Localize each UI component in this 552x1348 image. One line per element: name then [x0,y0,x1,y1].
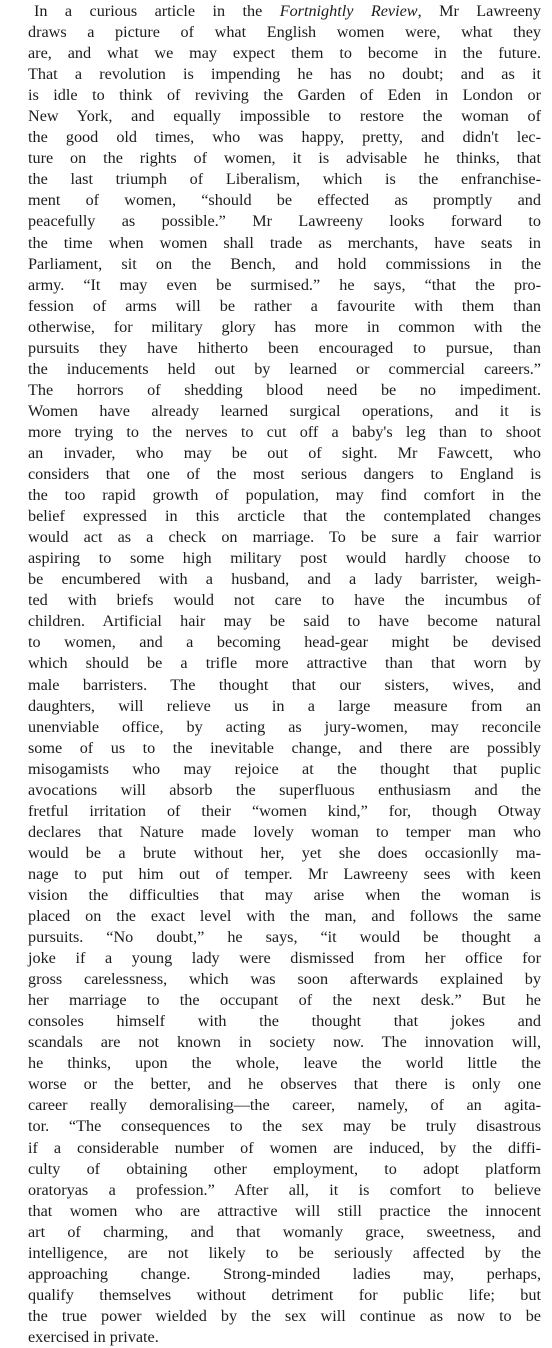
article-line: fession of arms will be rather a favourite with them than [28,296,541,315]
article-line: nage to put him out of temper. Mr Lawreeny sees with keen [28,864,541,883]
article-line: intelligence, are not likely to be seriously affected by the [28,1243,541,1262]
article-line: That a revolution is impending he has no doubt; and as it [28,65,541,84]
article-line: the last triumph of Liberalism, which is the enfranchise- [28,170,541,189]
article-line: are, and what we may expect them to become in the future. [28,44,541,63]
article-line: if a considerable number of women are induced, by the diffi- [28,1138,541,1157]
article-line: which should be a trifle more attractive than that worn by [28,654,541,673]
article-line: misogamists who may rejoice at the thought that puplic [28,759,541,778]
article-line: vision the difficulties that may arise when the woman is [28,885,541,904]
article-line: an invader, who may be out of sight. Mr Fawcett, who [28,443,541,462]
article-line: to women, and a becoming head-gear might be devised [28,633,541,652]
article-line: he thinks, upon the whole, leave the world little the [28,1054,541,1073]
article-text-column [28,1,541,1348]
article-line: approaching change. Strong-minded ladies may, perhaps, [28,1264,541,1283]
article-line: be encumbered with a husband, and a lady barrister, weigh- [28,570,541,589]
article-line: ture on the rights of women, it is advisable he thinks, that [28,149,541,168]
article-line: would be a brute without her, yet she does occasionlly ma- [28,843,541,862]
article-line: New York, and equally impossible to restore the woman of [28,107,541,126]
article-line: oratoryas a profession.” After all, it is comfort to believe [28,1180,541,1199]
article-line: army. “It may even be surmised.” he says, “that the pro- [28,275,541,294]
article-line: fretful irritation of their “women kind,” for, though Otway [28,801,541,820]
article-line: aspiring to some high military post would hardly choose to [28,549,541,568]
article-line: ment of women, “should be effected as promptly and [28,191,541,210]
article-line: the time when women shall trade as merchants, have seats in [28,233,541,252]
article-line: otherwise, for military glory has more in common with the [28,317,541,336]
article-line: peacefully as possible.” Mr Lawreeny looks forward to [28,212,541,231]
article-line: tor. “The consequences to the sex may be truly disastrous [28,1117,541,1136]
article-line: the inducements held out by learned or commercial careers.” [28,359,541,378]
article-line: the true power wielded by the sex will continue as now to be [28,1306,541,1325]
article-line: art of charming, and that womanly grace, sweetness, and [28,1222,541,1241]
article-line: gross carelessness, which was soon afterwards explained by [28,970,541,989]
periodical-title: Fortnightly Review [279,2,418,20]
article-line: some of us to the inevitable change, and there are possibly [28,738,541,757]
article-line: unenviable office, by acting as jury-women, may reconcile [28,717,541,736]
article-line: Women have already learned surgical operations, and it is [28,401,541,420]
article-line: joke if a young lady were dismissed from her office for [28,949,541,968]
article-line: pursuits. “No doubt,” he says, “it would be thought a [28,928,541,947]
article-line: declares that Nature made lovely woman to temper man who [28,822,541,841]
article-line: avocations will absorb the superfluous enthusiasm and the [28,780,541,799]
article-line: children. Artificial hair may be said to have become natural [28,612,541,631]
article-line: belief expressed in this arcticle that the contemplated changes [28,507,541,526]
article-line: exercised in private. [28,1327,159,1346]
article-line: career really demoralising—the career, namely, of an agita- [28,1096,541,1115]
article-line: placed on the exact level with the man, and follows the same [28,907,541,926]
article-line: that women who are attractive will still practice the innocent [28,1201,541,1220]
article-line: male barristers. The thought that our sisters, wives, and [28,675,541,694]
article-line: is idle to think of reviving the Garden of Eden in London or [28,86,541,105]
article-line: In a curious article in the Fortnightly Review, Mr Lawreeny [34,2,541,20]
article-line: culty of obtaining other employment, to adopt platform [28,1159,541,1178]
article-line: The horrors of shedding blood need be no impediment. [28,380,541,399]
article-line: ted with briefs would not care to have the incumbus of [28,591,541,610]
article-line: the too rapid growth of population, may find comfort in the [28,486,541,505]
article-line: qualify themselves without detriment for public life; but [28,1285,541,1304]
article-line: considers that one of the most serious dangers to England is [28,465,541,484]
article-line: Parliament, sit on the Bench, and hold commissions in the [28,254,541,273]
article-line: scandals are not known in society now. The innovation will, [28,1033,541,1052]
article-line: would act as a check on marriage. To be sure a fair warrior [28,528,541,547]
article-line: draws a picture of what English women were, what they [28,23,541,42]
article-line: her marriage to the occupant of the next desk.” But he [28,991,541,1010]
article-line: the good old times, who was happy, pretty, and didn't lec- [28,128,541,147]
article-line: more trying to the nerves to cut off a baby's leg than to shoot [28,422,541,441]
article-line: consoles himself with the thought that jokes and [28,1012,541,1031]
article-line: worse or the better, and he observes that there is only one [28,1075,541,1094]
article-line: pursuits they have hitherto been encouraged to pursue, than [28,338,541,357]
article-line: daughters, will relieve us in a large measure from an [28,696,541,715]
